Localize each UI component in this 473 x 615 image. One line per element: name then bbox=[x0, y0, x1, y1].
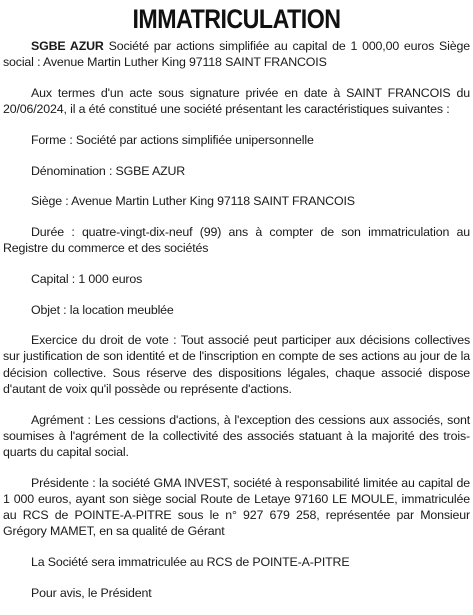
duree-paragraph: Durée : quatre-vingt-dix-neuf (99) ans à compter de son immatriculation au Registre du commerce et des sociétés bbox=[3, 224, 470, 256]
company-name: SGBE AZUR bbox=[31, 39, 104, 53]
rcs-paragraph: La Société sera immatriculée au RCS de POINTE-A-PITRE bbox=[31, 554, 350, 569]
notice-body bbox=[3, 38, 470, 601]
capital-paragraph: Capital : 1 000 euros bbox=[31, 271, 143, 286]
siege-paragraph: Siège : Avenue Martin Luther King 97118 SAINT FRANCOIS bbox=[31, 194, 355, 209]
objet-paragraph: Objet : la location meublée bbox=[31, 302, 174, 317]
presidente-paragraph: Présidente : la société GMA INVEST, société à responsabilité limitée au capital de 1 000 euros, ayant son siège social Route de Letaye 97160 LE MOULE, immatriculée au RCS de POINTE-A-PITRE sous le n° 927 679 258, représentée par Monsieur Grégory MAMET, en sa qualité de Gérant bbox=[3, 475, 470, 539]
signature-paragraph: Pour avis, le Président bbox=[31, 585, 152, 600]
vote-paragraph: Exercice du droit de vote : Tout associé peut participer aux décisions collectives sur justification de son identité et de l'inscription en compte de ses actions au jour de la décision collective. Sous réserve des dispositions légales, chaque associé dispose d'autant de voix qu'il possède ou représente d'actions. bbox=[3, 333, 470, 396]
notice-title: IMMATRICULATION bbox=[132, 4, 341, 34]
denomination-paragraph: Dénomination : SGBE AZUR bbox=[31, 163, 186, 178]
legal-notice bbox=[3, 0, 470, 615]
intro-text: Société par actions simplifiée au capital de 1 000,00 euros Siège social : Avenue Martin Luther King 97118 SAINT FRANCOIS bbox=[3, 39, 470, 70]
intro-paragraph bbox=[3, 38, 470, 70]
act-paragraph: Aux termes d'un acte sous signature privée en date à SAINT FRANCOIS du 20/06/2024, il a été constitué une société présentant les caractéristiques suivantes : bbox=[3, 85, 470, 117]
forme-paragraph: Forme : Société par actions simplifiée unipersonnelle bbox=[31, 132, 314, 147]
agrement-paragraph: Agrément : Les cessions d'actions, à l'exception des cessions aux associés, sont soumises à l'agrément de la collectivité des associés statuant à la majorité des trois-quarts du capital social. bbox=[3, 412, 470, 459]
